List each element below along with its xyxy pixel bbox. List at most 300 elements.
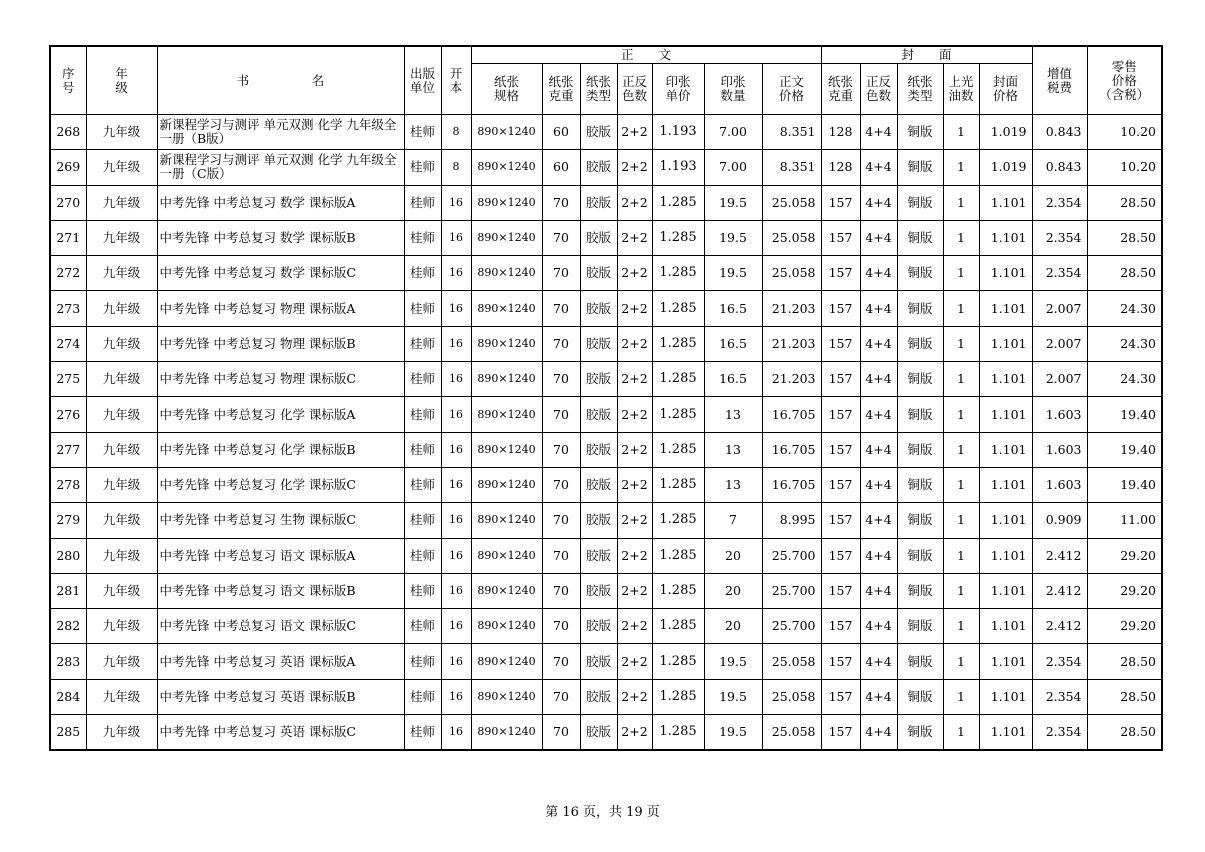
cell-colors: 2+2	[617, 362, 652, 397]
cell-cover-weight: 157	[821, 432, 860, 467]
cell-grade: 九年级	[86, 185, 157, 220]
cell-sheet-price: 1.193	[652, 150, 704, 185]
cell-grade: 九年级	[86, 467, 157, 502]
cell-varnish: 1	[943, 326, 979, 361]
cell-varnish: 1	[943, 573, 979, 608]
cell-cover-paper: 铜版	[897, 220, 943, 255]
cell-vat: 0.843	[1032, 150, 1087, 185]
cell-publisher: 桂师	[404, 326, 441, 361]
cell-vat: 2.354	[1032, 644, 1087, 679]
header-format: 开 本	[441, 46, 471, 115]
cell-cover-price: 1.101	[979, 362, 1032, 397]
cell-paper-size: 890×1240	[471, 609, 542, 644]
cell-grade: 九年级	[86, 397, 157, 432]
cell-publisher: 桂师	[404, 362, 441, 397]
cell-format: 16	[441, 503, 471, 538]
cell-publisher: 桂师	[404, 185, 441, 220]
table-row	[50, 679, 1162, 714]
cell-paper-type: 胶版	[580, 538, 617, 573]
header-body-paper-weight: 纸张 克重	[542, 64, 580, 115]
cell-body-price: 16.705	[762, 467, 821, 502]
cell-colors: 2+2	[617, 432, 652, 467]
cell-varnish: 1	[943, 467, 979, 502]
cell-publisher: 桂师	[404, 397, 441, 432]
cell-title: 中考先锋 中考总复习 化学 课标版A	[157, 397, 404, 432]
cell-cover-paper: 铜版	[897, 291, 943, 326]
cell-retail-price: 24.30	[1087, 362, 1162, 397]
cell-sheet-price: 1.285	[652, 503, 704, 538]
cell-cover-weight: 157	[821, 397, 860, 432]
cell-cover-price: 1.101	[979, 256, 1032, 291]
cell-cover-weight: 157	[821, 362, 860, 397]
cell-format: 16	[441, 185, 471, 220]
table-row	[50, 432, 1162, 467]
cell-body-price: 25.700	[762, 573, 821, 608]
cell-cover-weight: 157	[821, 220, 860, 255]
cell-cover-weight: 157	[821, 503, 860, 538]
cell-cover-paper: 铜版	[897, 538, 943, 573]
cell-sheet-price: 1.285	[652, 397, 704, 432]
cell-cover-colors: 4+4	[860, 715, 897, 750]
cell-varnish: 1	[943, 715, 979, 750]
cell-sheet-price: 1.285	[652, 220, 704, 255]
cell-cover-price: 1.101	[979, 432, 1032, 467]
cell-cover-price: 1.101	[979, 538, 1032, 573]
cell-cover-price: 1.101	[979, 467, 1032, 502]
cell-grade: 九年级	[86, 115, 157, 150]
cell-paper-type: 胶版	[580, 185, 617, 220]
cell-varnish: 1	[943, 503, 979, 538]
cell-cover-paper: 铜版	[897, 644, 943, 679]
cell-paper-size: 890×1240	[471, 150, 542, 185]
cell-title: 新课程学习与测评 单元双测 化学 九年级全一册（B版）	[157, 115, 404, 150]
cell-sheet-count: 16.5	[704, 326, 762, 361]
table-row	[50, 362, 1162, 397]
page-number: 第 16 页，共 19 页	[545, 805, 660, 820]
cell-publisher: 桂师	[404, 573, 441, 608]
cell-format: 8	[441, 115, 471, 150]
cell-retail-price: 19.40	[1087, 432, 1162, 467]
cell-sheet-count: 7.00	[704, 115, 762, 150]
cell-cover-colors: 4+4	[860, 115, 897, 150]
cell-paper-size: 890×1240	[471, 538, 542, 573]
table-row	[50, 538, 1162, 573]
cell-grade: 九年级	[86, 609, 157, 644]
cell-retail-price: 19.40	[1087, 397, 1162, 432]
cell-cover-colors: 4+4	[860, 644, 897, 679]
cell-cover-price: 1.101	[979, 715, 1032, 750]
cell-sheet-count: 20	[704, 573, 762, 608]
cell-vat: 1.603	[1032, 432, 1087, 467]
cell-paper-size: 890×1240	[471, 715, 542, 750]
cell-colors: 2+2	[617, 115, 652, 150]
cell-colors: 2+2	[617, 397, 652, 432]
cell-varnish: 1	[943, 397, 979, 432]
cell-seq: 275	[50, 362, 86, 397]
cell-cover-paper: 铜版	[897, 503, 943, 538]
cell-colors: 2+2	[617, 150, 652, 185]
cell-varnish: 1	[943, 362, 979, 397]
cell-cover-paper: 铜版	[897, 679, 943, 714]
header-seq: 序 号	[50, 46, 86, 115]
cell-publisher: 桂师	[404, 679, 441, 714]
cell-seq: 276	[50, 397, 86, 432]
cell-title: 中考先锋 中考总复习 物理 课标版A	[157, 291, 404, 326]
cell-paper-weight: 70	[542, 467, 580, 502]
cell-publisher: 桂师	[404, 256, 441, 291]
cell-cover-weight: 157	[821, 538, 860, 573]
cell-seq: 272	[50, 256, 86, 291]
cell-cover-paper: 铜版	[897, 256, 943, 291]
cell-vat: 2.412	[1032, 609, 1087, 644]
cell-retail-price: 19.40	[1087, 467, 1162, 502]
cell-paper-type: 胶版	[580, 256, 617, 291]
cell-sheet-count: 7	[704, 503, 762, 538]
cell-cover-weight: 128	[821, 150, 860, 185]
cell-retail-price: 10.20	[1087, 150, 1162, 185]
cell-sheet-count: 20	[704, 538, 762, 573]
cell-cover-paper: 铜版	[897, 362, 943, 397]
cell-body-price: 8.995	[762, 503, 821, 538]
cell-cover-colors: 4+4	[860, 609, 897, 644]
cell-format: 16	[441, 715, 471, 750]
cell-format: 16	[441, 432, 471, 467]
cell-cover-weight: 157	[821, 715, 860, 750]
cell-title: 中考先锋 中考总复习 英语 课标版C	[157, 715, 404, 750]
cell-seq: 277	[50, 432, 86, 467]
cell-varnish: 1	[943, 538, 979, 573]
cell-grade: 九年级	[86, 326, 157, 361]
cell-title: 中考先锋 中考总复习 英语 课标版A	[157, 644, 404, 679]
cell-paper-size: 890×1240	[471, 185, 542, 220]
cell-format: 16	[441, 644, 471, 679]
cell-paper-weight: 70	[542, 609, 580, 644]
table-row	[50, 573, 1162, 608]
cell-varnish: 1	[943, 185, 979, 220]
cell-sheet-price: 1.285	[652, 573, 704, 608]
cell-body-price: 25.700	[762, 609, 821, 644]
cell-vat: 2.007	[1032, 362, 1087, 397]
cell-colors: 2+2	[617, 185, 652, 220]
cell-cover-colors: 4+4	[860, 256, 897, 291]
table-row	[50, 609, 1162, 644]
table-body	[50, 115, 1162, 750]
cell-body-price: 25.058	[762, 715, 821, 750]
header-cover-group: 封 面	[821, 46, 1032, 64]
cell-body-price: 25.058	[762, 256, 821, 291]
cell-retail-price: 28.50	[1087, 256, 1162, 291]
cell-colors: 2+2	[617, 538, 652, 573]
cell-retail-price: 28.50	[1087, 715, 1162, 750]
table-row	[50, 397, 1162, 432]
cell-paper-weight: 70	[542, 538, 580, 573]
cell-varnish: 1	[943, 150, 979, 185]
cell-paper-type: 胶版	[580, 150, 617, 185]
cell-retail-price: 28.50	[1087, 220, 1162, 255]
cell-format: 8	[441, 150, 471, 185]
cell-title: 中考先锋 中考总复习 数学 课标版A	[157, 185, 404, 220]
header-body-sheet-count: 印张 数量	[704, 64, 762, 115]
cell-varnish: 1	[943, 291, 979, 326]
cell-colors: 2+2	[617, 679, 652, 714]
cell-paper-type: 胶版	[580, 609, 617, 644]
cell-colors: 2+2	[617, 256, 652, 291]
cell-cover-paper: 铜版	[897, 326, 943, 361]
cell-title: 中考先锋 中考总复习 物理 课标版C	[157, 362, 404, 397]
header-body-group: 正 文	[471, 46, 821, 64]
cell-paper-weight: 70	[542, 715, 580, 750]
cell-retail-price: 28.50	[1087, 679, 1162, 714]
cell-format: 16	[441, 397, 471, 432]
cell-paper-weight: 70	[542, 256, 580, 291]
cell-seq: 270	[50, 185, 86, 220]
price-table	[49, 45, 1163, 751]
cell-seq: 285	[50, 715, 86, 750]
cell-publisher: 桂师	[404, 644, 441, 679]
cell-paper-weight: 70	[542, 644, 580, 679]
cell-colors: 2+2	[617, 467, 652, 502]
cell-vat: 1.603	[1032, 397, 1087, 432]
header-body-sheet-price: 印张 单价	[652, 64, 704, 115]
cell-body-price: 25.700	[762, 538, 821, 573]
cell-body-price: 25.058	[762, 185, 821, 220]
cell-paper-size: 890×1240	[471, 291, 542, 326]
cell-grade: 九年级	[86, 432, 157, 467]
cell-cover-price: 1.101	[979, 503, 1032, 538]
header-body-body-price: 正文 价格	[762, 64, 821, 115]
cell-publisher: 桂师	[404, 432, 441, 467]
cell-vat: 1.603	[1032, 467, 1087, 502]
cell-body-price: 25.058	[762, 644, 821, 679]
cell-sheet-count: 16.5	[704, 362, 762, 397]
cell-format: 16	[441, 326, 471, 361]
cell-sheet-count: 13	[704, 467, 762, 502]
cell-vat: 2.412	[1032, 573, 1087, 608]
cell-cover-price: 1.101	[979, 573, 1032, 608]
cell-sheet-price: 1.285	[652, 538, 704, 573]
cell-cover-weight: 157	[821, 256, 860, 291]
cell-sheet-price: 1.285	[652, 256, 704, 291]
cell-paper-weight: 70	[542, 362, 580, 397]
cell-paper-size: 890×1240	[471, 644, 542, 679]
cell-seq: 281	[50, 573, 86, 608]
cell-cover-price: 1.019	[979, 115, 1032, 150]
cell-colors: 2+2	[617, 573, 652, 608]
cell-cover-weight: 157	[821, 185, 860, 220]
cell-format: 16	[441, 679, 471, 714]
table-row	[50, 291, 1162, 326]
cell-format: 16	[441, 291, 471, 326]
cell-paper-size: 890×1240	[471, 115, 542, 150]
cell-publisher: 桂师	[404, 291, 441, 326]
cell-grade: 九年级	[86, 644, 157, 679]
cell-cover-paper: 铜版	[897, 467, 943, 502]
cell-colors: 2+2	[617, 644, 652, 679]
cell-seq: 271	[50, 220, 86, 255]
cell-cover-weight: 157	[821, 644, 860, 679]
cell-paper-weight: 70	[542, 185, 580, 220]
cell-paper-type: 胶版	[580, 220, 617, 255]
cell-cover-paper: 铜版	[897, 432, 943, 467]
cell-seq: 268	[50, 115, 86, 150]
cell-vat: 2.007	[1032, 326, 1087, 361]
cell-grade: 九年级	[86, 362, 157, 397]
cell-seq: 284	[50, 679, 86, 714]
cell-varnish: 1	[943, 644, 979, 679]
cell-varnish: 1	[943, 679, 979, 714]
table-row	[50, 115, 1162, 150]
cell-paper-size: 890×1240	[471, 397, 542, 432]
header-cover-colors: 正反 色数	[860, 64, 897, 115]
cell-publisher: 桂师	[404, 609, 441, 644]
cell-format: 16	[441, 538, 471, 573]
cell-cover-paper: 铜版	[897, 573, 943, 608]
cell-body-price: 16.705	[762, 397, 821, 432]
cell-cover-weight: 128	[821, 115, 860, 150]
cell-cover-paper: 铜版	[897, 715, 943, 750]
cell-seq: 269	[50, 150, 86, 185]
cell-varnish: 1	[943, 432, 979, 467]
table-row	[50, 220, 1162, 255]
cell-grade: 九年级	[86, 538, 157, 573]
cell-cover-weight: 157	[821, 609, 860, 644]
cell-paper-weight: 70	[542, 432, 580, 467]
cell-cover-price: 1.101	[979, 609, 1032, 644]
table-row	[50, 326, 1162, 361]
header-grade: 年 级	[86, 46, 157, 115]
cell-seq: 279	[50, 503, 86, 538]
cell-paper-size: 890×1240	[471, 432, 542, 467]
cell-paper-weight: 70	[542, 679, 580, 714]
cell-paper-type: 胶版	[580, 115, 617, 150]
cell-paper-weight: 60	[542, 150, 580, 185]
cell-sheet-count: 16.5	[704, 291, 762, 326]
header-cover-varnish: 上光 油数	[943, 64, 979, 115]
cell-title: 新课程学习与测评 单元双测 化学 九年级全一册（C版）	[157, 150, 404, 185]
cell-vat: 2.354	[1032, 220, 1087, 255]
cell-paper-type: 胶版	[580, 573, 617, 608]
cell-title: 中考先锋 中考总复习 数学 课标版C	[157, 256, 404, 291]
cell-paper-type: 胶版	[580, 432, 617, 467]
cell-sheet-price: 1.285	[652, 715, 704, 750]
cell-colors: 2+2	[617, 503, 652, 538]
cell-grade: 九年级	[86, 150, 157, 185]
cell-title: 中考先锋 中考总复习 化学 课标版B	[157, 432, 404, 467]
cell-sheet-count: 19.5	[704, 679, 762, 714]
cell-body-price: 21.203	[762, 326, 821, 361]
cell-publisher: 桂师	[404, 150, 441, 185]
cell-cover-colors: 4+4	[860, 150, 897, 185]
cell-cover-colors: 4+4	[860, 679, 897, 714]
header-retail: 零售 价格 （含税）	[1087, 46, 1162, 115]
cell-sheet-count: 7.00	[704, 150, 762, 185]
cell-varnish: 1	[943, 220, 979, 255]
cell-paper-weight: 70	[542, 291, 580, 326]
cell-seq: 280	[50, 538, 86, 573]
cell-paper-size: 890×1240	[471, 467, 542, 502]
header-vat: 增值 税费	[1032, 46, 1087, 115]
cell-body-price: 21.203	[762, 291, 821, 326]
cell-paper-weight: 70	[542, 573, 580, 608]
cell-cover-price: 1.101	[979, 185, 1032, 220]
cell-vat: 2.354	[1032, 185, 1087, 220]
cell-paper-weight: 70	[542, 503, 580, 538]
cell-grade: 九年级	[86, 573, 157, 608]
cell-vat: 2.007	[1032, 291, 1087, 326]
cell-cover-price: 1.101	[979, 679, 1032, 714]
cell-paper-weight: 70	[542, 397, 580, 432]
cell-paper-type: 胶版	[580, 644, 617, 679]
cell-title: 中考先锋 中考总复习 语文 课标版B	[157, 573, 404, 608]
cell-paper-size: 890×1240	[471, 256, 542, 291]
cell-format: 16	[441, 467, 471, 502]
cell-body-price: 8.351	[762, 150, 821, 185]
cell-cover-colors: 4+4	[860, 326, 897, 361]
cell-grade: 九年级	[86, 715, 157, 750]
cell-paper-weight: 60	[542, 115, 580, 150]
cell-sheet-price: 1.193	[652, 115, 704, 150]
cell-cover-colors: 4+4	[860, 503, 897, 538]
cell-sheet-count: 19.5	[704, 644, 762, 679]
cell-vat: 2.354	[1032, 679, 1087, 714]
cell-varnish: 1	[943, 115, 979, 150]
cell-vat: 0.909	[1032, 503, 1087, 538]
cell-cover-price: 1.101	[979, 644, 1032, 679]
cell-vat: 2.354	[1032, 256, 1087, 291]
table-row	[50, 467, 1162, 502]
cell-sheet-count: 20	[704, 609, 762, 644]
cell-sheet-count: 19.5	[704, 185, 762, 220]
cell-paper-size: 890×1240	[471, 220, 542, 255]
cell-paper-type: 胶版	[580, 715, 617, 750]
cell-seq: 278	[50, 467, 86, 502]
cell-cover-paper: 铜版	[897, 185, 943, 220]
cell-retail-price: 11.00	[1087, 503, 1162, 538]
cell-publisher: 桂师	[404, 503, 441, 538]
cell-paper-type: 胶版	[580, 503, 617, 538]
cell-format: 16	[441, 256, 471, 291]
cell-cover-weight: 157	[821, 291, 860, 326]
cell-cover-weight: 157	[821, 573, 860, 608]
header-body-paper-type: 纸张 类型	[580, 64, 617, 115]
cell-cover-price: 1.019	[979, 150, 1032, 185]
cell-cover-paper: 铜版	[897, 609, 943, 644]
cell-sheet-count: 19.5	[704, 715, 762, 750]
cell-cover-colors: 4+4	[860, 362, 897, 397]
cell-paper-weight: 70	[542, 326, 580, 361]
cell-grade: 九年级	[86, 220, 157, 255]
cell-sheet-price: 1.285	[652, 679, 704, 714]
cell-sheet-price: 1.285	[652, 609, 704, 644]
cell-retail-price: 29.20	[1087, 573, 1162, 608]
cell-publisher: 桂师	[404, 467, 441, 502]
cell-retail-price: 24.30	[1087, 291, 1162, 326]
cell-seq: 274	[50, 326, 86, 361]
cell-cover-colors: 4+4	[860, 467, 897, 502]
cell-colors: 2+2	[617, 291, 652, 326]
cell-varnish: 1	[943, 609, 979, 644]
cell-colors: 2+2	[617, 326, 652, 361]
cell-seq: 282	[50, 609, 86, 644]
cell-cover-weight: 157	[821, 467, 860, 502]
table-row	[50, 644, 1162, 679]
cell-publisher: 桂师	[404, 538, 441, 573]
cell-colors: 2+2	[617, 609, 652, 644]
cell-body-price: 21.203	[762, 362, 821, 397]
cell-title: 中考先锋 中考总复习 生物 课标版C	[157, 503, 404, 538]
cell-paper-type: 胶版	[580, 679, 617, 714]
cell-cover-colors: 4+4	[860, 538, 897, 573]
